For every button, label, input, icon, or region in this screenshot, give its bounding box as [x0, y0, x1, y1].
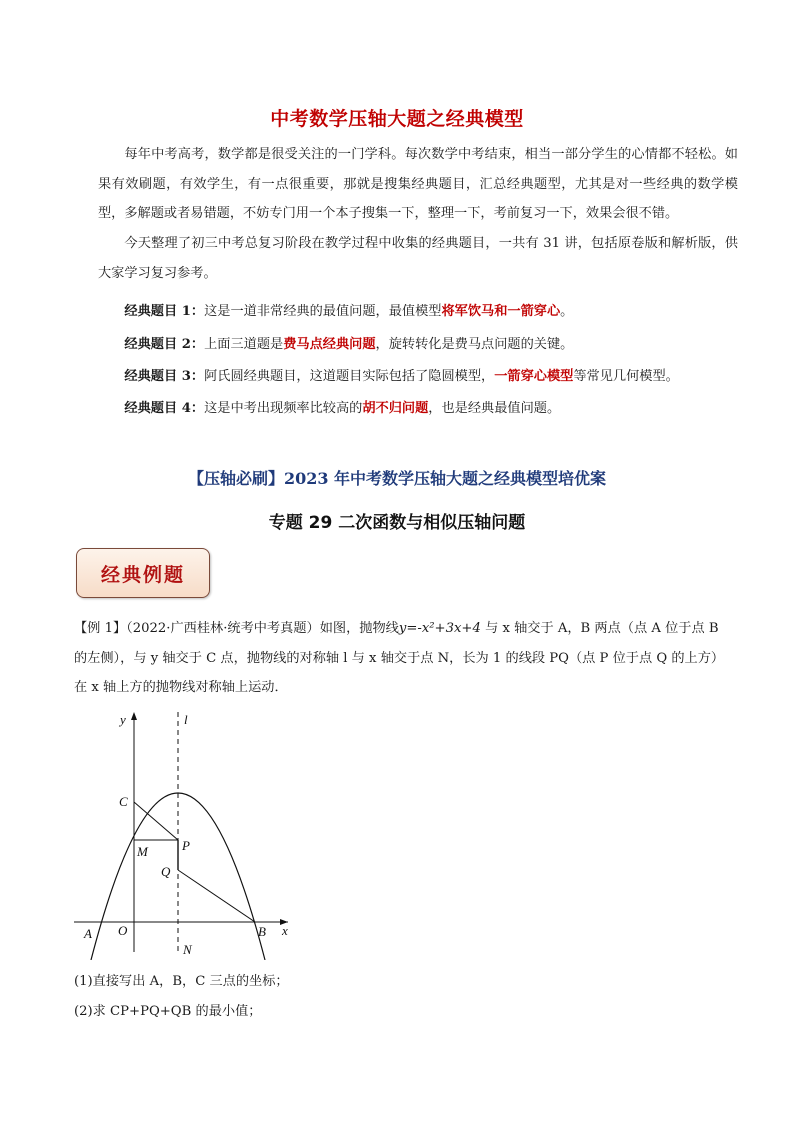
- label-q: Q: [161, 864, 171, 879]
- topic-highlight: 胡不归问题: [362, 401, 429, 416]
- label-o: O: [118, 923, 128, 938]
- label-c: C: [119, 794, 128, 809]
- example-formula: y=-x²+3x+4: [398, 621, 481, 636]
- example-prefix: 【例 1】（2022·广西桂林·统考中考真题）如图，抛物线: [74, 621, 399, 636]
- topic-label: 经典题目 3：: [124, 369, 205, 384]
- topic-highlight: 费马点经典问题: [283, 337, 376, 352]
- topic-text: 上面三道题是: [204, 337, 284, 352]
- topic-label: 经典题目 4：: [124, 401, 205, 416]
- segment-cp: [134, 802, 178, 840]
- example-problem: [74, 614, 734, 703]
- intro-paragraph-2: 今天整理了初三中考总复习阶段在教学过程中收集的经典题目，一共有 31 讲，包括原卷版和解析版，供大家学习复习参考。: [98, 236, 738, 281]
- question-2: (2)求 CP+PQ+QB 的最小值；: [74, 1004, 262, 1019]
- topic-text: 阿氏圆经典题目，这道题目实际包括了隐圆模型，: [204, 369, 495, 384]
- topic-1: [98, 302, 738, 322]
- topic-highlight: 一箭穿心模型: [494, 369, 574, 384]
- promo-heading: 【压轴必刷】2023 年中考数学压轴大题之经典模型培优案: [187, 469, 607, 488]
- topic-highlight: 将军饮马和一箭穿心: [441, 304, 561, 319]
- y-axis-arrow-icon: [131, 712, 137, 720]
- label-b: B: [258, 924, 266, 939]
- label-m: M: [137, 844, 148, 859]
- example-body: 与 x 轴交于 A，B 两点（点 A 位于点 B 的左侧），与 y 轴交于 C 点，抛物线的对称轴 l 与 x 轴交于点 N，长为 1 的线段 PQ（点 P 位于点 Q 的上方）在 x 轴上方的抛物线对称轴上运动．: [74, 621, 725, 695]
- topic-label: 经典题目 1：: [124, 304, 205, 319]
- topic-text: ，也是经典最值问题。: [428, 401, 561, 416]
- topic-2: [98, 335, 738, 355]
- topic-text: ，旋转转化是费马点问题的关键。: [375, 337, 574, 352]
- question-1: (1)直接写出 A，B，C 三点的坐标；: [74, 974, 289, 989]
- parabola-figure: [72, 708, 302, 960]
- topic-text: 这是中考出现频率比较高的: [204, 401, 363, 416]
- main-title: 中考数学压轴大题之经典模型: [270, 108, 524, 130]
- label-y: y: [120, 712, 126, 727]
- topic-text: 这是一道非常经典的最值问题，最值模型: [204, 304, 442, 319]
- label-n: N: [183, 942, 192, 957]
- segment-qb: [178, 870, 255, 922]
- label-p: P: [182, 838, 190, 853]
- label-a: A: [84, 926, 92, 941]
- label-x: x: [282, 923, 288, 938]
- classic-example-badge: 经典例题: [76, 548, 210, 598]
- topic-label: 经典题目 2：: [124, 337, 205, 352]
- topic-text: 。: [560, 304, 574, 319]
- section-subtitle: 专题 29 二次函数与相似压轴问题: [268, 513, 526, 533]
- topic-3: [98, 367, 738, 387]
- intro-paragraph-1: 每年中考高考，数学都是很受关注的一门学科。每次数学中考结束，相当一部分学生的心情都不轻松。如果有效刷题，有效学生，有一点很重要，那就是搜集经典题目，汇总经典题型，尤其是对一些经典的数学模型，多解题或者易错题，不妨专门用一个本子搜集一下，整理一下，考前复习一下，效果会很不错。: [98, 147, 738, 221]
- topic-text: 等常见几何模型。: [573, 369, 679, 384]
- label-l: l: [184, 712, 188, 727]
- topic-4: [98, 399, 738, 419]
